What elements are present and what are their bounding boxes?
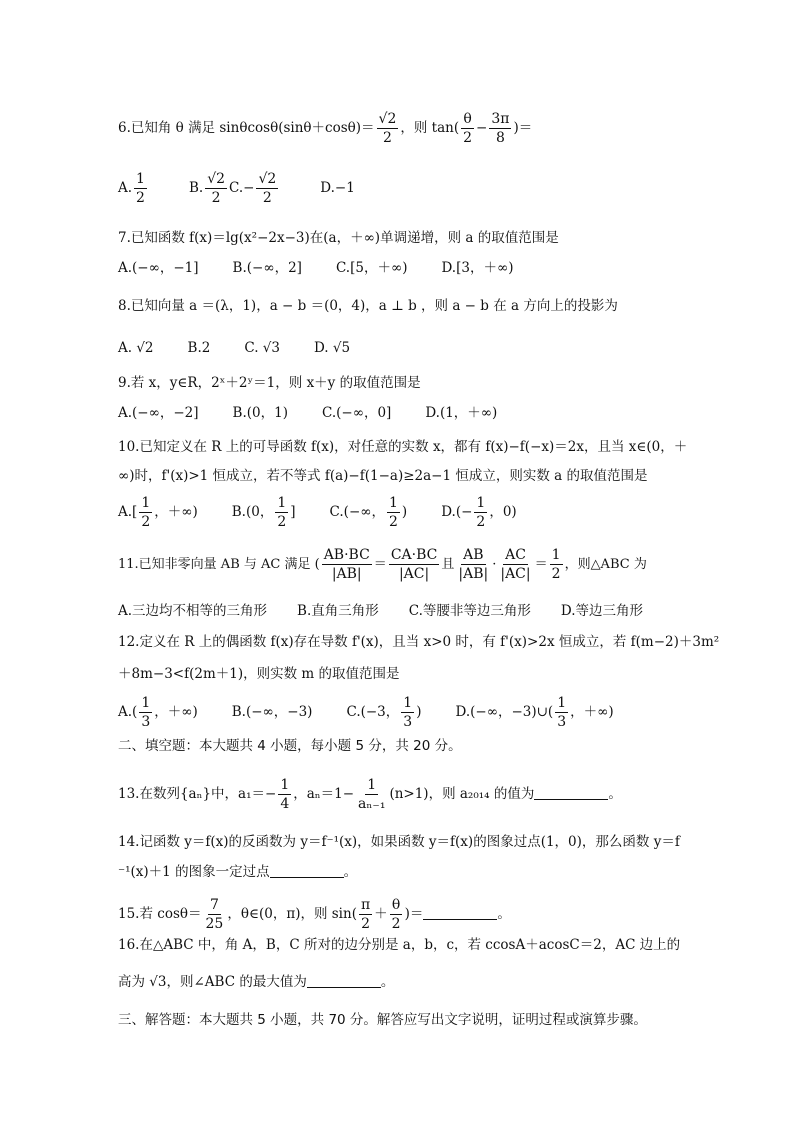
- question-6-options: [118, 172, 389, 205]
- q12-option-d: D.(−∞，−3)∪( $\frac{1}{3}$ ，＋∞): [455, 695, 614, 730]
- question-14-line-1: 14.记函数 y＝f(x)的反函数为 y＝f⁻¹(x)，如果函数 y＝f(x)的图象过点(1，0)，那么函数 y＝f: [118, 834, 680, 850]
- question-10-line-1: 10.已知定义在 R 上的可导函数 f(x)，对任意的实数 x，都有 f(x)−f(−x)＝2x，且当 x∈(0，＋: [118, 439, 688, 455]
- question-8-options: [118, 338, 384, 358]
- q7-option-d: D.[3，＋∞): [441, 260, 514, 276]
- q12-option-a: A.( $\frac{1}{3}$ ，＋∞): [118, 695, 198, 730]
- q6-option-c: C.− $\frac{√2}{2}$: [229, 171, 277, 206]
- section-3-heading: 三、解答题：本大题共 5 小题，共 70 分。解答应写出文字说明，证明过程或演算步骤。: [118, 1012, 647, 1028]
- question-8-stem: 8.已知向量 a ＝(λ，1)，a − b ＝(0，4)，a ⊥ b ，则 a − b 在 a 方向上的投影为: [118, 298, 618, 314]
- question-16-line-2: 高为 √3，则∠ABC 的最大值为 。: [118, 974, 395, 990]
- question-13: 13.在数列{aₙ}中，a₁＝− $\frac{1}{4}$ ，aₙ＝1− $\frac{1}{\text{aₙ₋₁}}$ (n>1)，则 a₂₀₁₄ 的值为 。: [118, 777, 622, 812]
- q6-text-b: ，则 tan(: [400, 120, 460, 136]
- section-2-heading: 二、填空题：本大题共 4 小题，每小题 5 分，共 20 分。: [118, 738, 462, 754]
- question-12-line-1: 12.定义在 R 上的偶函数 f(x)存在导数 f'(x)，且当 x>0 时，有 f'(x)>2x 恒成立，若 f(m−2)＋3m²: [118, 634, 720, 650]
- q10-option-d: D.(− $\frac{1}{2}$ ，0): [441, 495, 517, 530]
- q8-option-d: D. √5: [313, 340, 351, 356]
- q6-option-b: B. $\frac{√2}{2}$: [188, 171, 226, 206]
- q10-option-c: C.(−∞， $\frac{1}{2}$ ): [329, 495, 408, 530]
- q11-option-a: A.三边均不相等的三角形: [118, 603, 268, 619]
- q10-option-b: B.(0， $\frac{1}{2}$ ]: [231, 495, 296, 530]
- q12-option-b: B.(−∞，−3): [231, 704, 313, 720]
- q6-option-a: A. $\frac{1}{2}$: [118, 171, 145, 206]
- q16-answer-blank: [307, 973, 381, 988]
- q6-text-a: 6.已知角 θ 满足 sinθcosθ(sinθ＋cosθ)＝: [118, 120, 375, 136]
- question-10-options: [118, 496, 551, 529]
- question-9-options: [118, 403, 531, 423]
- q7-option-a: A.(−∞，−1]: [118, 260, 199, 276]
- question-16-line-1: 16.在△ABC 中，角 A，B，C 所对的边分别是 a，b，c，若 ccosA＋acosC＝2，AC 边上的: [118, 937, 681, 953]
- q6-fraction: $\frac{√2}{2}$: [378, 111, 397, 146]
- q8-option-a: A. √2: [118, 340, 154, 356]
- question-11-options: [118, 601, 643, 621]
- question-6-stem: 6.已知角 θ 满足 sinθcosθ(sinθ＋cosθ)＝ $\frac{√2}{2}$ ，则 tan( $\frac{\theta}{2}$ − $\frac{3\pi}{8}$ )＝: [118, 111, 533, 146]
- q6-text-c: )＝: [513, 120, 533, 136]
- q6-fraction-3: $\frac{3\pi}{8}$: [491, 111, 510, 146]
- question-12-line-2: ＋8m−3<f(2m＋1)，则实数 m 的取值范围是: [118, 666, 400, 682]
- q10-option-a: A.[ $\frac{1}{2}$ ，＋∞): [118, 495, 198, 530]
- question-7-options: [118, 258, 547, 278]
- q8-option-b: B.2: [187, 340, 211, 356]
- q11-option-c: C.等腰非等边三角形: [408, 603, 531, 619]
- q15-answer-blank: [423, 905, 497, 920]
- q9-option-a: A.(−∞，−2]: [118, 405, 199, 421]
- q9-option-b: B.(0，1): [232, 405, 288, 421]
- question-11-stem: 11.已知非零向量 AB 与 AC 满足 ( $\frac{AB\cdot BC}{|AB|}$ ＝ $\frac{CA\cdot BC}{|AC|}$ 且 $\frac{AB}{|AB|}$ · $\frac{AC}{|AC|}$ ＝ $\frac{1}{2}$ ，则△ABC 为: [118, 547, 647, 582]
- q9-option-c: C.(−∞，0]: [321, 405, 392, 421]
- question-15: 15.若 cosθ＝ $\frac{7}{25}$ ，θ∈(0，π)，则 sin( $\frac{\pi}{2}$ ＋ $\frac{\theta}{2}$ )＝ 。: [118, 897, 511, 932]
- q7-option-c: C.[5，＋∞): [335, 260, 408, 276]
- q12-option-c: C.(−3， $\frac{1}{3}$ ): [346, 695, 422, 730]
- question-12-options: [118, 696, 648, 729]
- q6-fraction-2: $\frac{\theta}{2}$: [463, 111, 473, 146]
- q13-answer-blank: [534, 785, 608, 800]
- q11-option-d: D.等边三角形: [560, 603, 644, 619]
- question-10-line-2: ∞)时，f'(x)>1 恒成立，若不等式 f(a)−f(1−a)≥2a−1 恒成立，则实数 a 的取值范围是: [118, 468, 648, 484]
- q9-option-d: D.(1，＋∞): [425, 405, 498, 421]
- question-14-line-2: ⁻¹(x)＋1 的图象一定过点 。: [118, 864, 358, 880]
- question-9-stem: 9.若 x，y∈R，2ˣ＋2ʸ＝1，则 x＋y 的取值范围是: [118, 375, 421, 391]
- q11-option-b: B.直角三角形: [297, 603, 379, 619]
- q8-option-c: C. √3: [244, 340, 280, 356]
- q6-option-d: D.−1: [320, 180, 355, 196]
- q7-option-b: B.(−∞，2]: [232, 260, 302, 276]
- q14-answer-blank: [270, 863, 344, 878]
- question-7-stem: 7.已知函数 f(x)＝lg(x²−2x−3)在(a，＋∞)单调递增，则 a 的取值范围是: [118, 230, 559, 246]
